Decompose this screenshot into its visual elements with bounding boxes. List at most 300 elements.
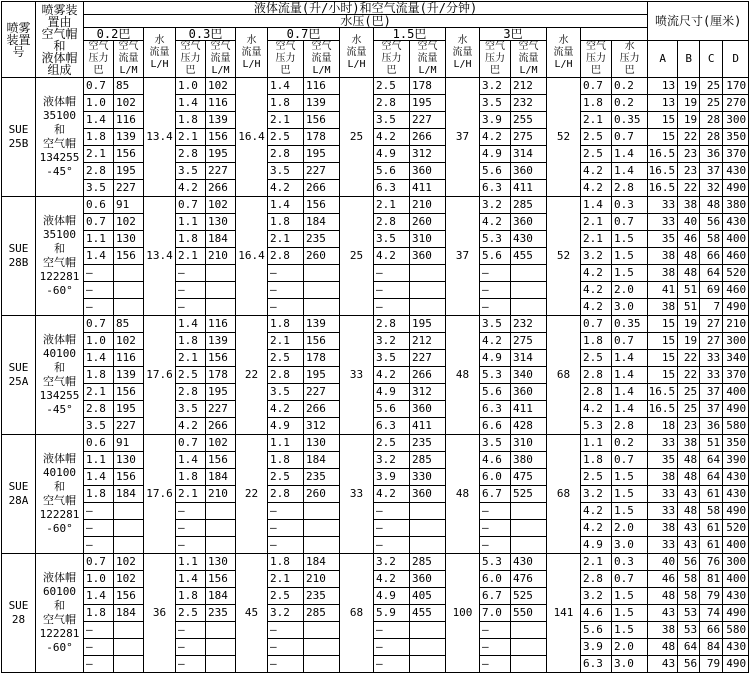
table-cell: 227	[410, 112, 446, 129]
table-cell: 4.2	[581, 163, 612, 180]
table-cell: 2.1	[176, 129, 206, 146]
text-line: 压力	[485, 53, 505, 64]
table-cell	[114, 622, 144, 639]
table-row	[2, 605, 749, 622]
table-row	[2, 333, 749, 350]
table-cell: –	[176, 520, 206, 537]
table-cell: –	[176, 265, 206, 282]
table-cell: 4.2	[480, 333, 511, 350]
text-line: 流量	[518, 53, 539, 64]
table-cell: 4.2	[581, 282, 612, 299]
table-cell: 235	[304, 231, 340, 248]
table-cell	[206, 520, 236, 537]
table-cell: 400	[723, 571, 749, 588]
table-cell: 3.2	[374, 452, 410, 469]
table-cell: 19	[678, 112, 700, 129]
table-cell: 3.5	[268, 163, 304, 180]
air-flow-header	[410, 41, 446, 78]
model-cell	[2, 78, 36, 197]
cap-combo-cell	[36, 197, 84, 316]
text-line: L/H	[453, 58, 472, 70]
table-cell: 1.8	[268, 95, 304, 112]
table-cell: 227	[410, 350, 446, 367]
table-cell	[304, 656, 340, 673]
table-cell: 1.5	[612, 231, 648, 248]
cap-combo-cell	[36, 435, 84, 554]
table-cell: 3.2	[480, 197, 511, 214]
table-cell: 15	[648, 112, 678, 129]
table-cell: 6.3	[581, 656, 612, 673]
table-row	[2, 231, 749, 248]
table-cell: 210	[304, 571, 340, 588]
table-cell: 2.8	[374, 214, 410, 231]
table-cell: –	[176, 282, 206, 299]
table-cell: 22	[678, 350, 700, 367]
table-cell	[206, 656, 236, 673]
table-cell: 4.2	[581, 401, 612, 418]
table-cell: 285	[511, 197, 547, 214]
table-cell: –	[268, 656, 304, 673]
table-cell: 2.1	[84, 146, 114, 163]
table-cell: –	[84, 656, 114, 673]
air-pressure-header	[268, 41, 304, 78]
table-row	[2, 248, 749, 265]
text-line: 和	[53, 38, 66, 53]
table-cell: 270	[723, 95, 749, 112]
table-cell: 4.2	[581, 299, 612, 316]
table-cell: 2.8	[612, 180, 648, 197]
table-cell: 4.9	[374, 146, 410, 163]
table-cell: 3.0	[612, 656, 648, 673]
table-cell: –	[176, 537, 206, 554]
text-line: 巴	[280, 65, 291, 76]
text-line: 流量	[311, 53, 332, 64]
table-cell: 64	[700, 265, 723, 282]
table-cell: 5.6	[374, 163, 410, 180]
table-cell: –	[374, 537, 410, 554]
table-cell: 411	[410, 418, 446, 435]
cap-combo-cell	[36, 316, 84, 435]
table-cell: –	[374, 520, 410, 537]
table-cell: 84	[700, 639, 723, 656]
table-cell: 2.0	[612, 520, 648, 537]
table-cell: 2.8	[268, 486, 304, 503]
table-cell: 455	[511, 248, 547, 265]
table-cell: 360	[410, 248, 446, 265]
table-cell: 15	[648, 333, 678, 350]
table-cell: 2.8	[268, 248, 304, 265]
table-cell: 0.7	[612, 571, 648, 588]
table-cell: –	[84, 639, 114, 656]
table-cell	[206, 537, 236, 554]
table-cell: 2.8	[84, 401, 114, 418]
table-cell: 227	[114, 180, 144, 197]
table-row	[2, 146, 749, 163]
table-cell	[511, 299, 547, 316]
table-cell: 116	[114, 350, 144, 367]
table-cell: 4.9	[268, 418, 304, 435]
table-cell: –	[480, 299, 511, 316]
table-cell: 314	[511, 350, 547, 367]
table-cell: –	[480, 282, 511, 299]
table-cell: 1.5	[612, 265, 648, 282]
table-cell: 2.1	[268, 333, 304, 350]
text-line: 空气	[118, 41, 139, 52]
table-cell: 184	[304, 554, 340, 571]
table-row	[2, 622, 749, 639]
text-line: L/M	[119, 65, 138, 76]
water-flow-cell: 16.4	[236, 78, 268, 197]
table-cell: 1.8	[581, 452, 612, 469]
text-line: 压力	[619, 53, 640, 64]
table-cell: 1.8	[581, 95, 612, 112]
table-row	[2, 469, 749, 486]
table-row	[2, 78, 749, 95]
text-line: 流量	[417, 53, 438, 64]
table-cell: 38	[648, 299, 678, 316]
air-pressure-header	[176, 41, 206, 78]
table-row	[2, 554, 749, 571]
water-flow-cell: 33	[340, 316, 374, 435]
table-cell: 91	[114, 197, 144, 214]
water-flow-cell: 68	[547, 435, 581, 554]
table-cell: 4.2	[268, 401, 304, 418]
table-cell: 38	[648, 622, 678, 639]
table-cell: 2.1	[268, 571, 304, 588]
table-cell: 2.8	[581, 384, 612, 401]
table-cell: 61	[700, 537, 723, 554]
table-cell: 340	[511, 367, 547, 384]
table-cell: 0.2	[612, 78, 648, 95]
text-line: 空气	[275, 41, 296, 52]
table-cell: 460	[723, 282, 749, 299]
table-cell: 0.3	[612, 554, 648, 571]
table-cell: 6.3	[374, 180, 410, 197]
table-row	[2, 588, 749, 605]
table-cell: 0.7	[84, 78, 114, 95]
text-line: 流量	[118, 53, 139, 64]
table-cell: 4.2	[176, 180, 206, 197]
table-cell: 232	[511, 95, 547, 112]
table-cell	[114, 656, 144, 673]
table-cell: 48	[648, 639, 678, 656]
table-cell: 1.4	[612, 401, 648, 418]
table-cell: –	[84, 282, 114, 299]
table-cell: 260	[304, 248, 340, 265]
table-cell: 0.7	[612, 452, 648, 469]
table-cell: 16.5	[648, 384, 678, 401]
table-cell: 400	[723, 384, 749, 401]
table-cell: 195	[304, 367, 340, 384]
nozzle-spec-table	[1, 1, 749, 673]
table-row	[2, 486, 749, 503]
table-cell: 61	[700, 486, 723, 503]
table-cell: 4.2	[581, 520, 612, 537]
model-cell	[2, 435, 36, 554]
table-cell: 490	[723, 299, 749, 316]
table-cell: 212	[410, 333, 446, 350]
table-cell: –	[268, 282, 304, 299]
table-cell: 7.0	[480, 605, 511, 622]
text-line: 空气	[88, 41, 109, 52]
table-cell: 1.4	[612, 163, 648, 180]
table-cell: 400	[723, 537, 749, 554]
table-cell: 266	[304, 401, 340, 418]
text-line: 流量	[553, 46, 574, 58]
table-cell: 2.1	[374, 197, 410, 214]
text-line: -45°	[46, 403, 73, 416]
table-cell: 16.5	[648, 401, 678, 418]
table-cell: 102	[114, 333, 144, 350]
table-cell: 1.1	[268, 435, 304, 452]
text-line: 40100	[42, 466, 77, 479]
table-cell	[114, 265, 144, 282]
text-line: 134255	[39, 151, 80, 164]
table-cell: –	[268, 639, 304, 656]
table-cell: 3.5	[480, 435, 511, 452]
text-line: 122281	[39, 270, 80, 283]
table-cell: 37	[700, 384, 723, 401]
table-cell: 139	[304, 95, 340, 112]
table-cell: 405	[410, 588, 446, 605]
table-cell: 38	[678, 435, 700, 452]
table-cell: 15	[648, 350, 678, 367]
table-cell	[114, 520, 144, 537]
table-cell: 3.5	[374, 231, 410, 248]
flow-group-header: 液体流量(升/小时)和空气流量(升/分钟)	[84, 2, 648, 15]
air-flow-header	[304, 41, 340, 78]
text-line: L/M	[418, 65, 437, 76]
table-cell: 0.7	[176, 435, 206, 452]
table-cell: 4.2	[374, 486, 410, 503]
table-cell: 85	[114, 316, 144, 333]
table-cell: 1.4	[612, 384, 648, 401]
table-cell: 4.2	[581, 265, 612, 282]
table-cell: 195	[410, 316, 446, 333]
table-cell: 370	[723, 146, 749, 163]
text-line: 空气	[311, 41, 332, 52]
table-cell: 1.4	[84, 350, 114, 367]
table-cell: –	[176, 639, 206, 656]
table-cell: 79	[700, 588, 723, 605]
water-flow-cell: 13.4	[144, 197, 176, 316]
table-cell: 1.8	[84, 486, 114, 503]
text-line: -60°	[46, 284, 73, 297]
table-cell: 0.2	[612, 435, 648, 452]
table-cell: 2.5	[268, 588, 304, 605]
table-cell	[410, 299, 446, 316]
table-cell: 312	[304, 418, 340, 435]
table-cell: 3.2	[581, 588, 612, 605]
table-cell: 102	[114, 214, 144, 231]
table-row	[2, 350, 749, 367]
text-line: 水	[246, 34, 257, 46]
water-flow-cell: 52	[547, 197, 581, 316]
table-cell: 6.3	[374, 418, 410, 435]
text-line: 水	[351, 34, 362, 46]
table-cell: 5.3	[581, 418, 612, 435]
table-cell: 1.4	[176, 571, 206, 588]
model-cell	[2, 554, 36, 673]
table-cell: 1.8	[176, 333, 206, 350]
table-cell: 74	[700, 605, 723, 622]
table-cell: 195	[114, 163, 144, 180]
table-cell: 102	[206, 435, 236, 452]
text-line: 压力	[586, 53, 606, 64]
table-cell: 255	[511, 112, 547, 129]
table-cell: 2.5	[581, 469, 612, 486]
table-cell: 5.9	[374, 605, 410, 622]
table-cell: 525	[511, 588, 547, 605]
water-flow-cell: 37	[446, 197, 480, 316]
text-line: 134255	[39, 389, 80, 402]
table-cell: 310	[511, 435, 547, 452]
table-cell: 5.3	[480, 367, 511, 384]
text-line: 巴	[490, 65, 500, 76]
text-line: L/H	[150, 58, 169, 70]
table-cell: 102	[114, 571, 144, 588]
table-cell: –	[374, 622, 410, 639]
table-cell: 4.2	[176, 418, 206, 435]
table-cell: 1.1	[176, 214, 206, 231]
text-line: L/M	[211, 65, 230, 76]
table-cell: 4.2	[374, 129, 410, 146]
table-cell: 48	[700, 197, 723, 214]
model-cell	[2, 197, 36, 316]
table-row	[2, 435, 749, 452]
table-cell: 156	[206, 350, 236, 367]
table-cell: 490	[723, 656, 749, 673]
text-line: 流量	[241, 46, 262, 58]
table-cell: 3.2	[581, 486, 612, 503]
table-row	[2, 129, 749, 146]
table-cell: 156	[304, 112, 340, 129]
table-cell: 22	[678, 367, 700, 384]
table-cell: 2.1	[268, 112, 304, 129]
table-cell	[304, 503, 340, 520]
text-line: 35100	[42, 228, 77, 241]
table-cell: 28	[700, 129, 723, 146]
water-flow-cell: 52	[547, 78, 581, 197]
pressure-level-header: 0.2巴	[84, 28, 144, 41]
table-cell: 490	[723, 503, 749, 520]
water-flow-cell: 48	[446, 435, 480, 554]
table-row	[2, 571, 749, 588]
table-cell: 2.5	[268, 129, 304, 146]
table-cell: 2.1	[581, 214, 612, 231]
table-cell: 102	[114, 95, 144, 112]
text-line: -60°	[46, 641, 73, 654]
table-cell: 178	[410, 78, 446, 95]
spray-air-pressure-header	[581, 41, 612, 78]
table-cell	[304, 265, 340, 282]
text-line: -60°	[46, 522, 73, 535]
table-cell	[114, 299, 144, 316]
table-cell: 2.5	[268, 350, 304, 367]
table-cell: 156	[114, 384, 144, 401]
table-cell: 232	[511, 316, 547, 333]
table-cell: 2.8	[374, 95, 410, 112]
table-cell: 285	[304, 605, 340, 622]
water-flow-header	[547, 28, 581, 78]
table-cell: 3.5	[84, 418, 114, 435]
table-cell: 184	[304, 452, 340, 469]
table-cell: 227	[206, 401, 236, 418]
table-cell: 4.9	[374, 588, 410, 605]
water-flow-cell: 45	[236, 554, 268, 673]
table-cell	[410, 520, 446, 537]
table-cell	[304, 639, 340, 656]
table-cell: 1.4	[84, 588, 114, 605]
table-cell	[114, 282, 144, 299]
water-flow-cell: 68	[340, 554, 374, 673]
text-line: 空气	[586, 41, 606, 52]
table-cell: 38	[648, 469, 678, 486]
table-cell: 1.4	[176, 452, 206, 469]
table-cell: 64	[678, 639, 700, 656]
table-cell: 2.5	[374, 78, 410, 95]
table-cell: 1.4	[176, 316, 206, 333]
table-cell: 184	[114, 486, 144, 503]
text-line: L/H	[347, 58, 366, 70]
table-cell: 1.4	[84, 469, 114, 486]
table-cell: 33	[700, 367, 723, 384]
table-cell: 1.5	[612, 486, 648, 503]
table-cell: 102	[206, 78, 236, 95]
text-line: 122281	[39, 627, 80, 640]
table-cell: 490	[723, 605, 749, 622]
table-cell: 76	[700, 554, 723, 571]
cap-combo-cell	[36, 78, 84, 197]
table-cell: 195	[304, 146, 340, 163]
table-cell: 1.0	[176, 78, 206, 95]
text-line: 40100	[42, 347, 77, 360]
text-line: 流量	[210, 53, 231, 64]
table-cell: 85	[114, 78, 144, 95]
text-line: 压力	[275, 53, 296, 64]
table-cell: 16.5	[648, 180, 678, 197]
table-cell	[410, 537, 446, 554]
table-cell: 56	[700, 214, 723, 231]
table-cell	[304, 622, 340, 639]
text-line: 28	[11, 613, 26, 626]
table-cell: 0.6	[84, 435, 114, 452]
table-cell: 520	[723, 520, 749, 537]
table-cell: –	[374, 282, 410, 299]
table-cell: 130	[206, 214, 236, 231]
table-cell: 460	[723, 248, 749, 265]
water-flow-header	[340, 28, 374, 78]
table-cell: 184	[206, 588, 236, 605]
table-row	[2, 180, 749, 197]
table-cell: 212	[511, 78, 547, 95]
table-cell: 312	[410, 384, 446, 401]
table-cell: 1.8	[176, 588, 206, 605]
table-cell: –	[480, 537, 511, 554]
table-cell: 3.2	[374, 554, 410, 571]
text-line: 喷雾装	[41, 2, 78, 17]
table-cell: 33	[648, 503, 678, 520]
water-flow-cell: 33	[340, 435, 374, 554]
table-cell: –	[480, 520, 511, 537]
table-cell: 58	[678, 571, 700, 588]
table-cell	[114, 503, 144, 520]
table-cell: 116	[114, 112, 144, 129]
text-line: L/H	[242, 58, 261, 70]
table-cell: 2.1	[581, 554, 612, 571]
table-cell: –	[374, 265, 410, 282]
table-cell: 64	[700, 469, 723, 486]
